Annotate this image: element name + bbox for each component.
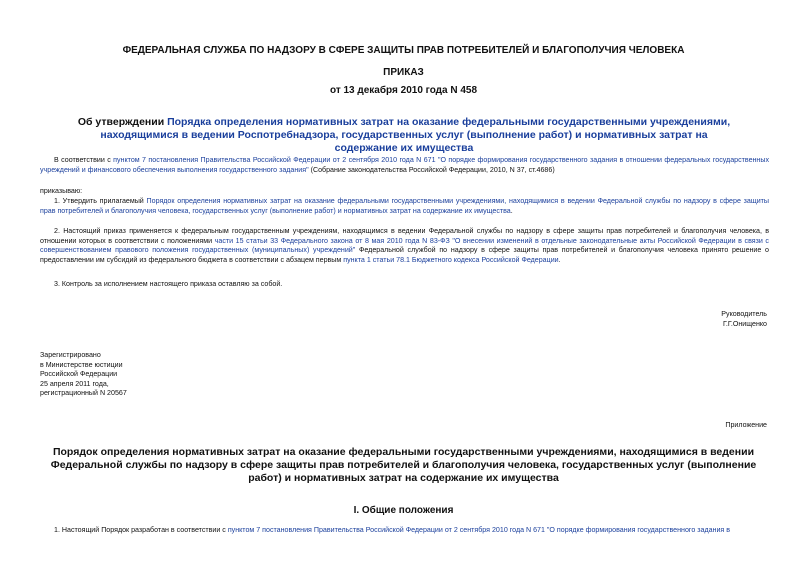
order-word: приказываю: <box>40 187 83 195</box>
doc-type: ПРИКАЗ <box>383 67 424 78</box>
section-item1-text: 1. Настоящий Порядок разработан в соответствии с <box>54 526 228 534</box>
registration-line-5: регистрационный N 20567 <box>40 389 127 398</box>
item1-link[interactable]: Порядок определения нормативных затрат на оказание федеральными государственными учреждениями, находящимися в ведении Федеральной службы по надзору в сфере защиты прав потребителей и благополучия человека, государственных услуг (выполнение работ) и нормативных затрат на содержание их имущества <box>40 197 770 215</box>
registration-line-1: Зарегистрировано <box>40 351 101 359</box>
subject-link[interactable]: Порядка определения нормативных затрат на оказание федеральными государственными учреждениями, находящимися в ведении Роспотребнадзора, государственных услуг (выполнение работ) и нормативных затрат на содержание их имущества <box>100 116 731 154</box>
item2-link-2[interactable]: пункта 1 статьи 78.1 Бюджетного кодекса Российской Федерации <box>343 255 559 264</box>
registration-block <box>40 351 127 399</box>
registration-line-2: в Министерстве юстиции <box>40 360 123 369</box>
appendix-label: Приложение <box>725 421 767 429</box>
preamble-link[interactable]: пунктом 7 постановления Правительства Российской Федерации от 2 сентября 2010 года N 671 "О порядке формирования государственного задания в отношении федеральных государственных учреждений и финансового обеспечения выполнения государственного задания" <box>40 156 769 174</box>
appendix-title: Порядок определения нормативных затрат на оказание федеральными государственными учреждениями, находящимися в ведении Федеральной службы по надзору в сфере защиты прав потребителей и благополучия человека, государственных услуг (выполнение работ) и нормативных затрат на содержание их имущества <box>50 446 757 484</box>
signature-block <box>721 309 767 329</box>
doc-date-number: от 13 декабря 2010 года N 458 <box>329 85 478 96</box>
item2-link-1[interactable]: части 15 статьи 33 Федерального закона от 8 мая 2010 года N 83-ФЗ "О внесении изменений в отдельные законодательные акты Российской Федерации в связи с совершенствованием правового положения государственных (муниципальных) учреждений" <box>40 236 769 255</box>
item1-text-2: . <box>510 206 513 215</box>
section-title: I. Общие положения <box>353 505 454 516</box>
preamble-text-1: В соответствии с <box>54 156 114 164</box>
preamble-paragraph <box>40 156 769 175</box>
item2-text-2: Федеральной службой по надзору в сфере защиты прав потребителей и благополучия человека принято решение о предоставлении им субсидий из федерального бюджета в соответствии с абзацем первым <box>40 246 769 264</box>
registration-line-3: Российской Федерации <box>40 370 118 379</box>
signature-name: Г.Г.Онищенко <box>722 320 767 328</box>
subject-prefix: Об утверждении <box>77 116 168 128</box>
item2-text-3: . <box>558 255 561 264</box>
item-2 <box>40 227 769 265</box>
agency-title: ФЕДЕРАЛЬНАЯ СЛУЖБА ПО НАДЗОРУ В СФЕРЕ ЗАЩИТЫ ПРАВ ПОТРЕБИТЕЛЕЙ И БЛАГОПОЛУЧИЯ ЧЕЛОВЕКА <box>122 45 685 56</box>
item-1 <box>40 197 769 216</box>
item1-text-1: 1. Утвердить прилагаемый <box>54 197 147 205</box>
section-item-1 <box>40 526 769 536</box>
doc-subject <box>72 116 736 155</box>
item2-text-1: 2. Настоящий приказ применяется к федеральным государственным учреждениям, находящимся в ведении Федеральной службы по надзору в сфере защиты прав потребителей и благополучия человека, в отношении которых в соответствии с положениями <box>40 227 769 245</box>
signature-role: Руководитель <box>721 310 767 318</box>
section-item1-link[interactable]: пунктом 7 постановления Правительства Российской Федерации от 2 сентября 2010 года N 671 "О порядке формирования государственного задания в <box>227 526 730 534</box>
item-3: 3. Контроль за исполнением настоящего приказа оставляю за собой. <box>54 280 283 288</box>
preamble-text-2: (Собрание законодательства Российской Федерации, 2010, N 37, ст.4686) <box>308 165 555 174</box>
registration-line-4: 25 апреля 2011 года, <box>40 379 109 388</box>
